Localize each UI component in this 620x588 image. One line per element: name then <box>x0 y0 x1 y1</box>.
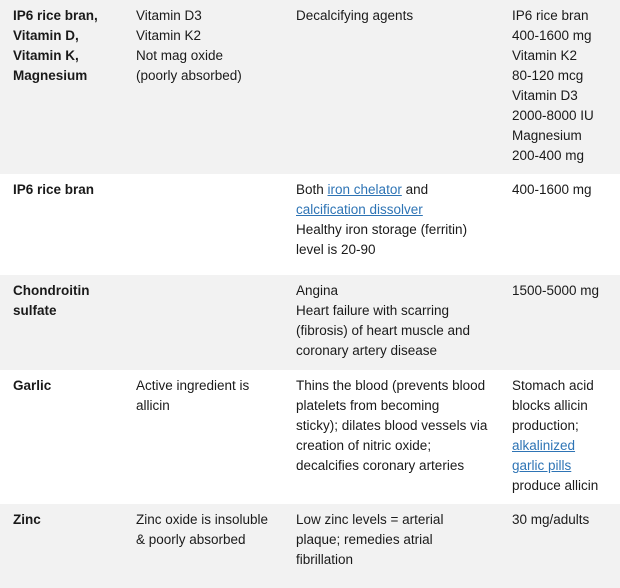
table-row <box>0 174 620 275</box>
effect-cell: Decalcifying agents <box>296 8 414 23</box>
alkalinized-garlic-pills-link[interactable]: alkalinized <box>512 438 576 453</box>
iron-chelator-link[interactable]: iron chelator <box>327 182 402 197</box>
effect-cell: Low zinc levels = arterial plaque; remedies atrial fibrillation <box>296 512 444 567</box>
effect-cell: Both iron chelator and calcification dissolver Healthy iron storage (ferritin) level is 20-90 <box>296 182 468 257</box>
table-row <box>0 0 620 174</box>
calcification-dissolver-link[interactable]: calcification dissolver <box>296 202 423 217</box>
supplement-name-cell: IP6 rice bran, Vitamin D, Vitamin K, Magnesium <box>13 8 98 83</box>
effect-cell: Thins the blood (prevents blood platelets from becoming sticky); dilates blood vessels via creation of nitric oxide; decalcifies coronary arteries <box>296 378 488 473</box>
notes-cell: Vitamin D3 Vitamin K2 Not mag oxide (poorly absorbed) <box>136 8 242 83</box>
notes-cell: Zinc oxide is insoluble & poorly absorbed <box>136 512 269 547</box>
supplement-name-cell: Zinc <box>13 512 41 527</box>
effect-cell: Angina Heart failure with scarring (fibrosis) of heart muscle and coronary artery disease <box>296 283 471 358</box>
dose-cell: 1500-5000 mg <box>512 283 600 298</box>
supplement-name-cell: Garlic <box>13 378 52 393</box>
table-row <box>0 370 620 504</box>
supplement-name-cell: IP6 rice bran <box>13 182 95 197</box>
table-row <box>0 504 620 588</box>
dose-cell: Stomach acid blocks allicin production; alkalinized garlic pills produce allicin <box>512 378 599 493</box>
alkalinized-garlic-pills-link-cont[interactable]: garlic pills <box>512 458 572 473</box>
notes-cell: Active ingredient is allicin <box>136 378 250 413</box>
dose-cell: 30 mg/adults <box>512 512 590 527</box>
supplement-name-cell: Chondroitin sulfate <box>13 283 90 318</box>
dose-cell: 400-1600 mg <box>512 182 592 197</box>
dose-cell: IP6 rice bran 400-1600 mg Vitamin K2 80-120 mcg Vitamin D3 2000-8000 IU Magnesium 200-400 mg <box>512 8 594 163</box>
table-row <box>0 275 620 370</box>
